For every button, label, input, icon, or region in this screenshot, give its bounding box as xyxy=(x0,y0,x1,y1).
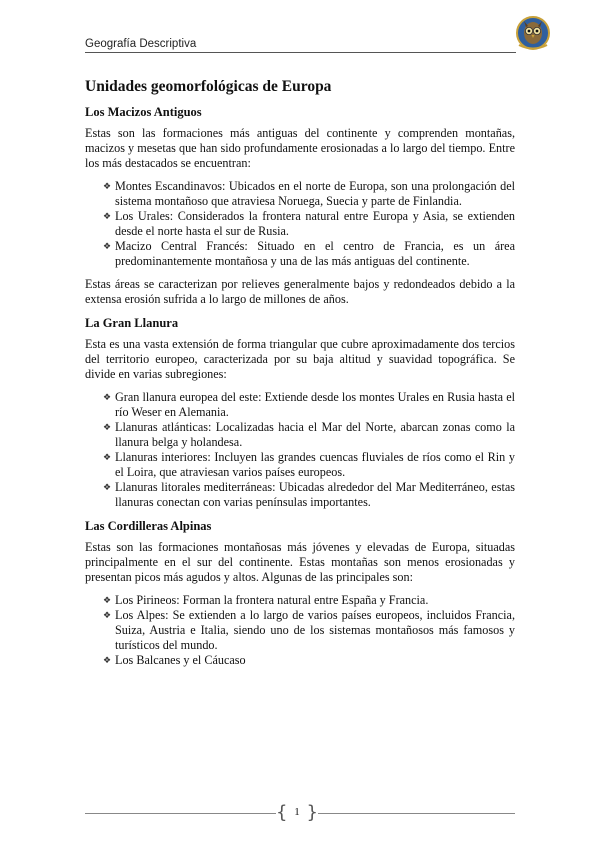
section-intro: Esta es una vasta extensión de forma triangular que cubre aproximadamente dos tercios del territorio europeo, caracterizada por su baja altitud y suavidad topográfica. Se divide en varias subregiones: xyxy=(85,337,515,381)
list-item: ❖ Los Alpes: Se extienden a lo largo de varios países europeos, incluidos Francia, Suiza, Austria e Italia, siendo uno de los sistemas montañosos más famosos y turísticos del mundo. xyxy=(103,608,515,653)
section-heading: Las Cordilleras Alpinas xyxy=(85,519,212,533)
left-brace-icon: { xyxy=(276,802,288,823)
header-title: Geografía Descriptiva xyxy=(85,38,197,50)
section-outro: Estas áreas se caracterizan por relieves generalmente bajos y redondeados debido a la extensa erosión sufrida a lo largo de millones de años. xyxy=(85,277,515,306)
page-title: Unidades geomorfológicas de Europa xyxy=(85,78,332,95)
section-heading: La Gran Llanura xyxy=(85,316,179,330)
section-intro: Estas son las formaciones montañosas más jóvenes y elevadas de Europa, situadas principalmente en el sur del continente. Estas montañas son menos erosionadas y presentan picos más agudos y altos. Algunas de las principales son: xyxy=(85,540,515,584)
owl-logo-icon xyxy=(515,12,551,52)
main-content xyxy=(85,78,515,676)
list-item: ❖ Llanuras litorales mediterráneas: Ubicadas alrededor del Mar Mediterráneo, estas llanuras conectan con varias penínsulas importantes. xyxy=(103,480,515,510)
page-header xyxy=(85,34,516,53)
bullet-list xyxy=(85,390,515,510)
right-brace-icon: } xyxy=(306,802,318,823)
list-item: ❖ Los Urales: Considerados la frontera natural entre Europa y Asia, se extienden desde el norte hasta el sur de Rusia. xyxy=(103,209,515,239)
list-item: ❖ Gran llanura europea del este: Extiende desde los montes Urales en Rusia hasta el río Weser en Alemania. xyxy=(103,390,515,420)
page-number-box xyxy=(276,802,318,824)
list-item: ❖ Llanuras atlánticas: Localizadas hacia el Mar del Norte, abarcan zonas como la llanura belga y holandesa. xyxy=(103,420,515,450)
list-item: ❖ Los Balcanes y el Cáucaso xyxy=(103,653,515,668)
page-number: 1 xyxy=(294,806,300,818)
bullet-list xyxy=(85,593,515,668)
list-item: ❖ Montes Escandinavos: Ubicados en el norte de Europa, son una prolongación del sistema montañoso que atraviesa Noruega, Suecia y parte de Finlandia. xyxy=(103,179,515,209)
list-item: ❖ Los Pirineos: Forman la frontera natural entre España y Francia. xyxy=(103,593,515,608)
bullet-list xyxy=(85,179,515,269)
section-heading: Los Macizos Antiguos xyxy=(85,105,202,119)
list-item: ❖ Macizo Central Francés: Situado en el centro de Francia, es un área predominantemente montañosa y una de las más antiguas del continente. xyxy=(103,239,515,269)
section-intro: Estas son las formaciones más antiguas del continente y comprenden montañas, macizos y mesetas que han sido profundamente erosionadas a lo largo del tiempo. Entre los más destacados se encuentran: xyxy=(85,126,515,170)
page-footer xyxy=(85,802,515,826)
list-item: ❖ Llanuras interiores: Incluyen las grandes cuencas fluviales de ríos como el Rin y el Loira, que atraviesan varios países europeos. xyxy=(103,450,515,480)
